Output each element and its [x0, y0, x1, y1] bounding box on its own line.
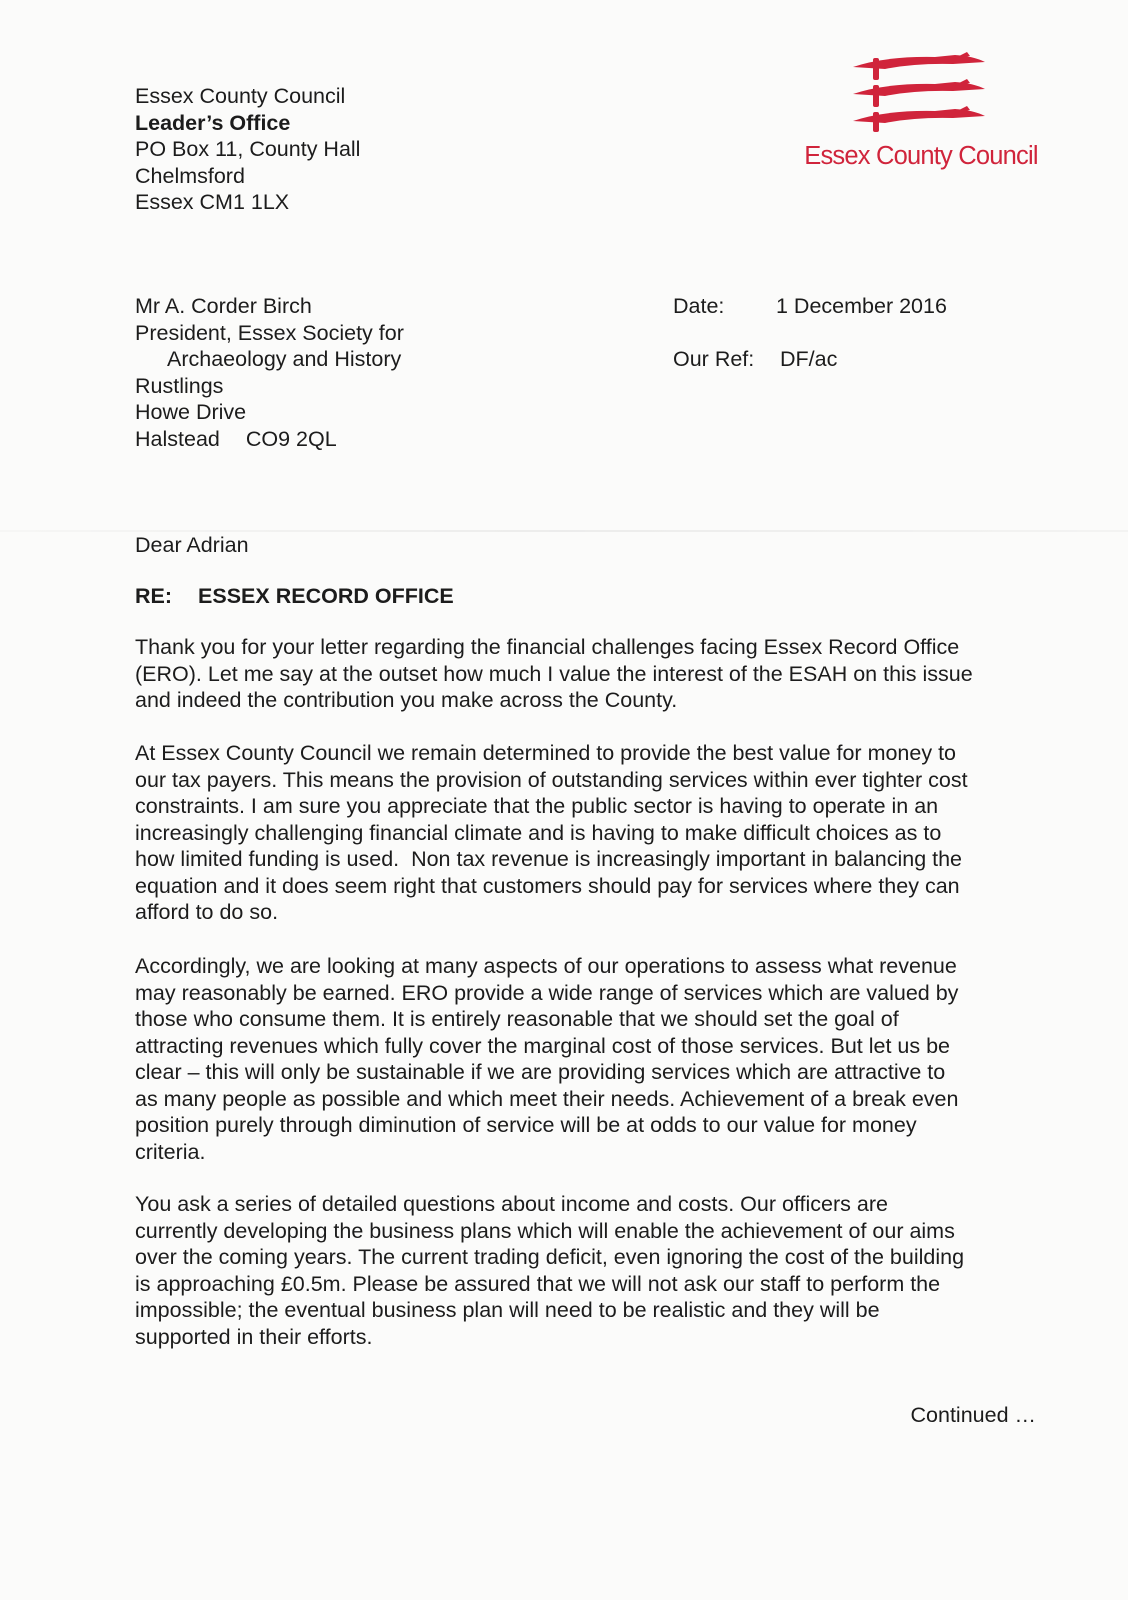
paragraph-line: attracting revenues which fully cover the marginal cost of those services. But let us be	[135, 1033, 951, 1058]
subject-prefix: RE:	[135, 584, 173, 608]
paragraph-line: constraints. I am sure you appreciate that the public sector is having to operate in an	[135, 794, 939, 818]
recipient-address-line1: Rustlings	[135, 373, 224, 398]
sender-office: Leader’s Office	[135, 110, 291, 135]
paragraph-line: (ERO). Let me say at the outset how much I value the interest of the ESAH on this issue	[135, 661, 973, 686]
body-paragraph-2	[135, 740, 1035, 926]
recipient-title-line1: President, Essex Society for	[135, 320, 404, 345]
paragraph-line: is approaching £0.5m. Please be assured that we will not ask our staff to perform the	[135, 1271, 941, 1296]
continued-note: Continued …	[910, 1403, 1036, 1427]
salutation: Dear Adrian	[135, 533, 249, 557]
paragraph-line: afford to do so.	[135, 900, 279, 924]
paragraph-line: increasingly challenging financial climate and is having to make difficult choices as to	[135, 820, 942, 845]
recipient-postcode: CO9 2QL	[245, 426, 337, 451]
paragraph-line: Thank you for your letter regarding the financial challenges facing Essex Record Office	[135, 635, 960, 659]
subject-line	[135, 584, 454, 609]
recipient-name: Mr A. Corder Birch	[135, 294, 312, 318]
sender-org: Essex County Council	[135, 84, 346, 108]
body-paragraph-1	[135, 634, 1035, 714]
paragraph-line: those who consume them. It is entirely reasonable that we should set the goal of	[135, 1007, 899, 1031]
recipient-town-line	[135, 426, 404, 453]
subject-title: ESSEX RECORD OFFICE	[198, 584, 454, 608]
date-label: Date:	[673, 294, 725, 318]
sender-postcode: Essex CM1 1LX	[135, 190, 290, 214]
paragraph-line: equation and it does seem right that customers should pay for services where they can	[135, 873, 960, 898]
sender-town: Chelmsford	[135, 163, 245, 188]
paragraph-line: and indeed the contribution you make across the County.	[135, 688, 678, 712]
three-seaxes-icon	[845, 50, 995, 135]
paragraph-line: supported in their efforts.	[135, 1324, 373, 1349]
recipient-title-line2: Archaeology and History	[167, 347, 402, 371]
paragraph-line: over the coming years. The current trading deficit, even ignoring the cost of the building	[135, 1245, 965, 1269]
body-paragraph-4	[135, 1191, 1035, 1350]
paragraph-line: Accordingly, we are looking at many aspects of our operations to assess what revenue	[135, 954, 957, 978]
recipient-town: Halstead	[135, 426, 220, 451]
paragraph-line: criteria.	[135, 1139, 206, 1164]
paragraph-line: clear – this will only be sustainable if we are providing services which are attractive to	[135, 1060, 946, 1084]
paragraph-line: may reasonably be earned. ERO provide a wide range of services which are valued by	[135, 980, 959, 1005]
paragraph-line: You ask a series of detailed questions about income and costs. Our officers are	[135, 1192, 888, 1216]
sender-address	[135, 83, 360, 216]
recipient-address-line2: Howe Drive	[135, 400, 247, 424]
paragraph-line: At Essex County Council we remain determined to provide the best value for money to	[135, 741, 956, 765]
paragraph-line: how limited funding is used. Non tax revenue is increasingly important in balancing the	[135, 847, 963, 871]
reference-value: DF/ac	[780, 347, 838, 371]
paragraph-line: as many people as possible and which meet their needs. Achievement of a break even	[135, 1086, 959, 1111]
reference-label: Our Ref:	[673, 347, 755, 371]
paragraph-line: currently developing the business plans which will enable the achievement of our aims	[135, 1218, 955, 1243]
paragraph-line: our tax payers. This means the provision of outstanding services within ever tighter cost	[135, 767, 968, 792]
logo-wordmark: Essex County Council	[804, 142, 1038, 170]
date-value: 1 December 2016	[776, 294, 947, 318]
paragraph-line: position purely through diminution of service will be at odds to our value for money	[135, 1113, 917, 1137]
body-paragraph-3	[135, 953, 1035, 1165]
sender-street: PO Box 11, County Hall	[135, 137, 361, 161]
recipient-address	[135, 293, 404, 452]
paragraph-line: impossible; the eventual business plan will need to be realistic and they will be	[135, 1298, 880, 1322]
council-logo	[790, 50, 1052, 175]
